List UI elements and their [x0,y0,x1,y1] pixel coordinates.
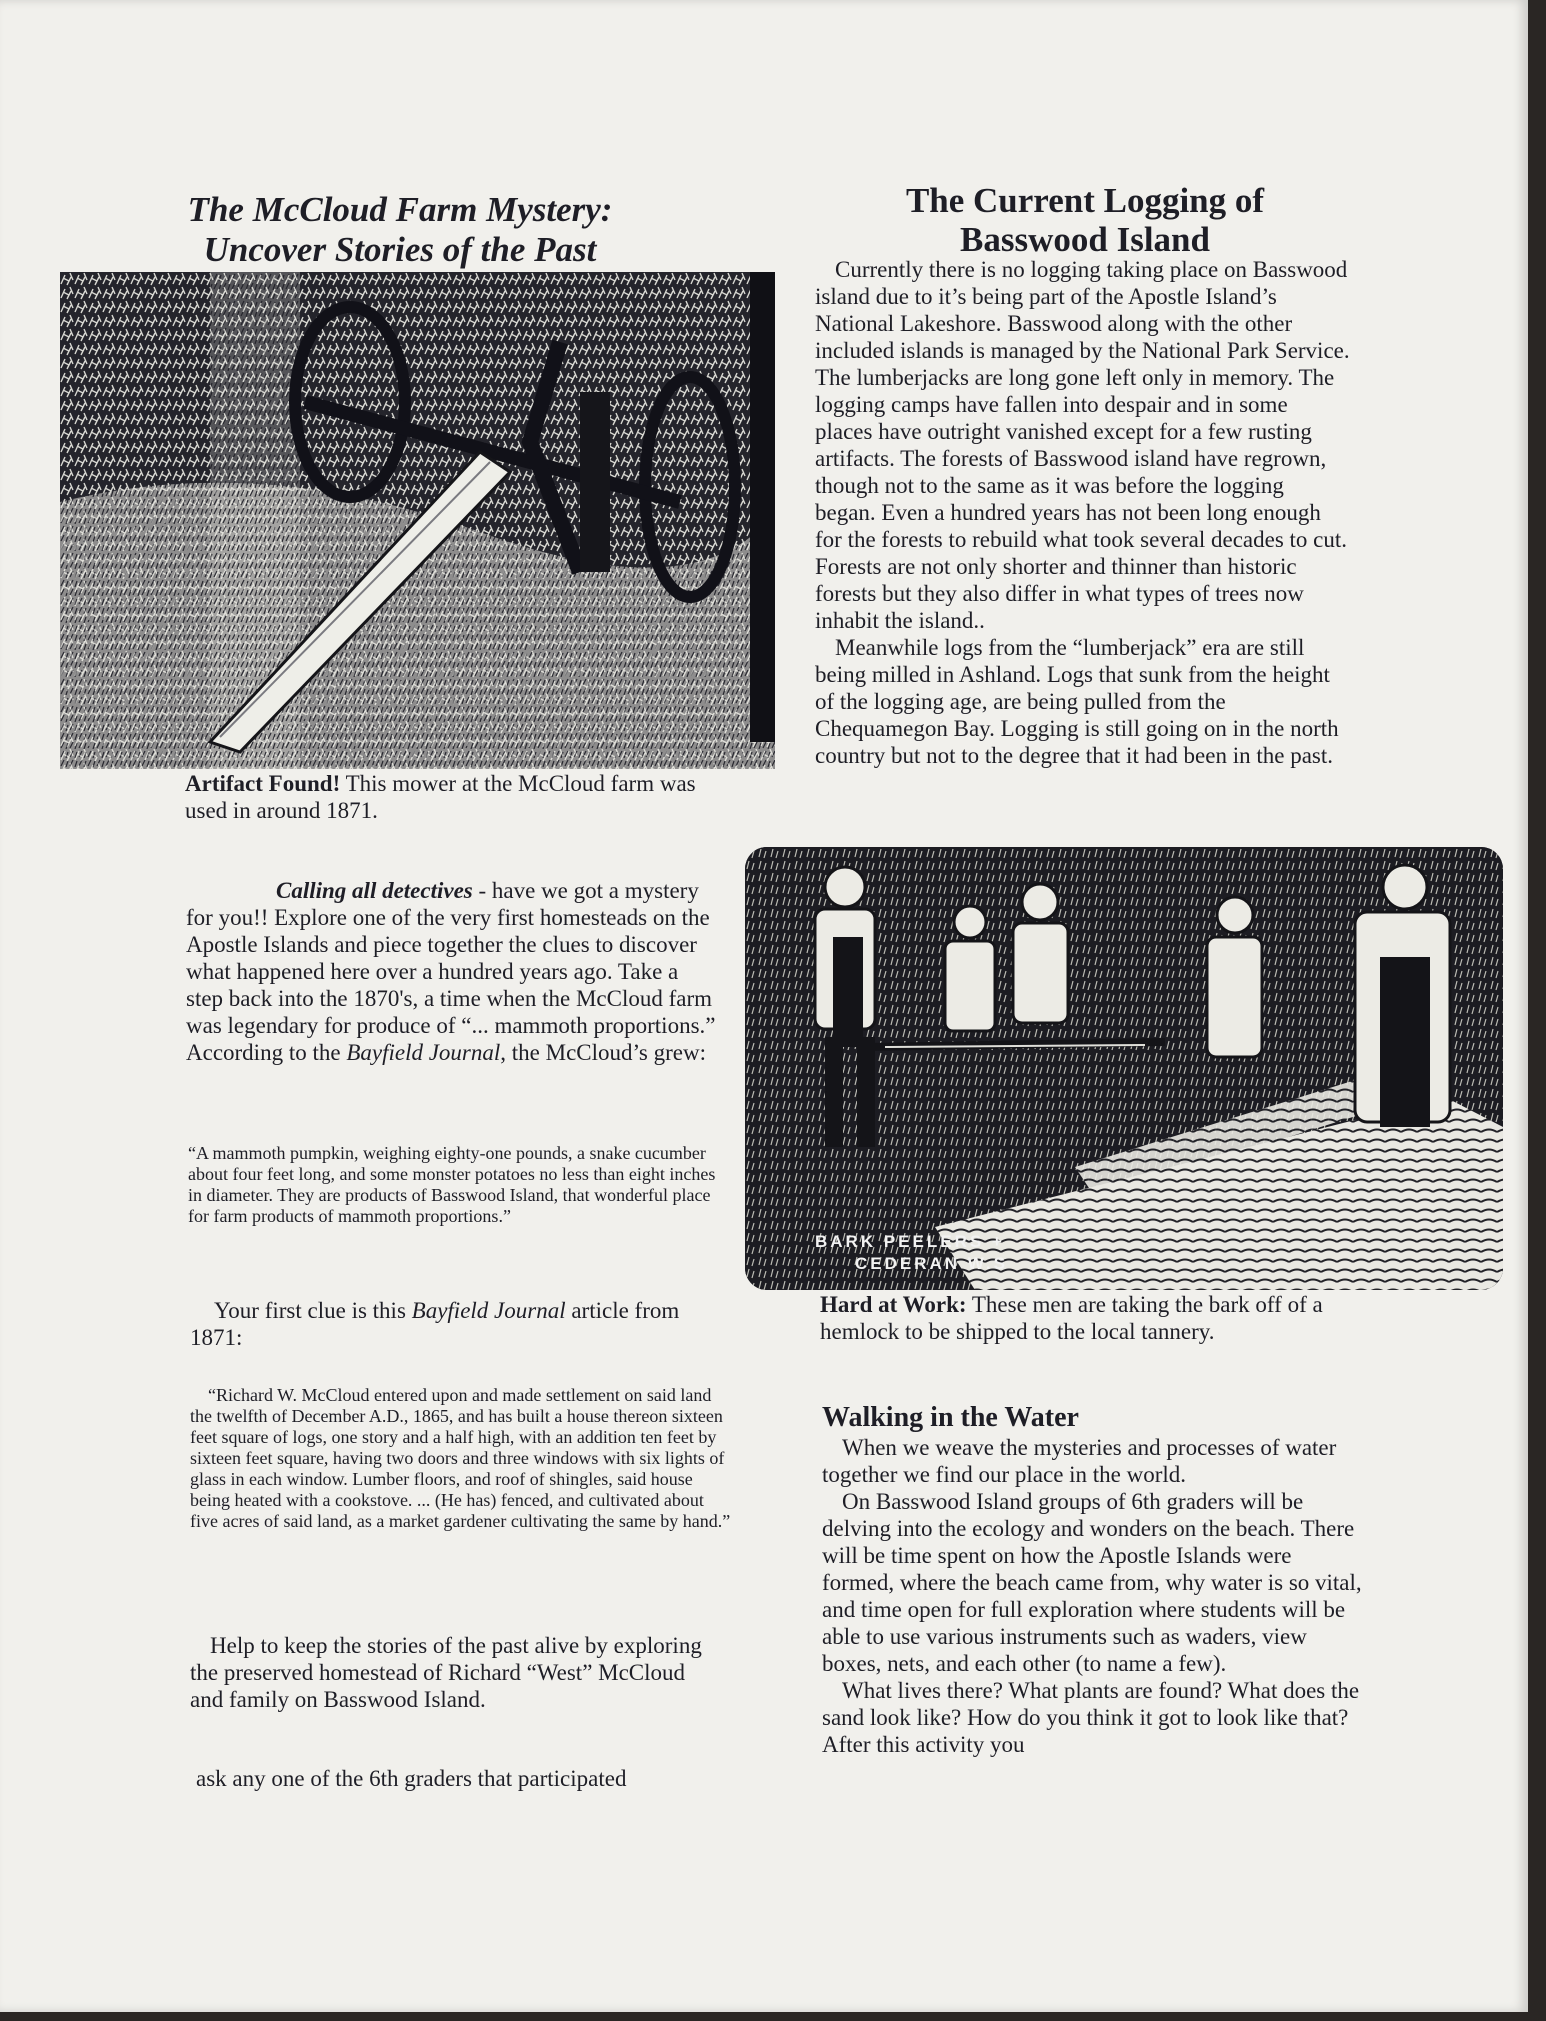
water-heading: Walking in the Water [822,1402,1079,1433]
antique-mower-photo-icon [60,272,775,769]
intro-paragraph [186,877,716,1066]
mower-caption [185,770,705,824]
water-text [822,1434,1367,1758]
loggers-photo-label-line1: BARK PEELERS + [815,1232,1005,1251]
loggers-caption [820,1291,1340,1345]
mower-caption-bold: Artifact Found! [185,771,341,796]
mccloud-title-line1: The McCloud Farm Mystery: [187,190,613,229]
pumpkin-quote: “A mammoth pumpkin, weighing eighty-one pounds, a snake cucumber about four feet long, and some monster potatoes no less than eight inches in diameter. They are products of Basswood Island, that wonderful place for farm products of mammoth proportions.” [188,1143,716,1226]
intro-text-2: , the McCloud’s grew: [500,1040,706,1065]
mower-photo [60,272,775,769]
logging-title [820,181,1350,259]
clue-text-2: article from 1871: [190,1298,680,1350]
loggers-caption-bold: Hard at Work: [820,1292,967,1317]
water-paragraph-1: When we weave the mysteries and processes of water together we find our place in the world. [822,1435,1337,1487]
clue-journal: Bayfield Journal [411,1298,566,1323]
help-paragraph: Help to keep the stories of the past alive by exploring the preserved homestead of Richard “West” McCloud and family on Basswood Island. [190,1633,702,1712]
mccloud-title [150,190,650,270]
intro-journal: Bayfield Journal [346,1040,501,1065]
mccloud-title-line2: Uncover Stories of the Past [203,230,597,269]
logging-text [815,256,1350,769]
ask-paragraph: ask any one of the 6th graders that participated [196,1766,627,1791]
logging-title-line2: Basswood Island [960,220,1210,259]
intro-lead: Calling all detectives [276,878,473,903]
water-paragraph-3: What lives there? What plants are found? What does the sand look like? How do you think it got to look like that? After this activity you [822,1678,1360,1757]
logging-title-line1: The Current Logging of [905,181,1265,220]
clue-paragraph [190,1297,720,1351]
loggers-photo [745,847,1503,1290]
settlement-quote: “Richard W. McCloud entered upon and made settlement on said land the twelfth of December A.D., 1865, and has built a house thereon sixteen feet square of logs, one story and a half high, with an addition ten feet by sixteen feet square, having two doors and three windows with six lights of glass in each window. Lumber floors, and roof of shingles, said house being heated with a cookstove. ... (He has) fenced, and cultivated about five acres of said land, as a market gardener cultivating the same by hand.” [190,1385,731,1531]
intro-text-1: - have we got a mystery for you!! Explore one of the very first homesteads on the Apostle Islands and piece together the clues to discover what happened here over a hundred years ago. Take a step back into the 1870's, a time when the McCloud farm was legendary for produce of “... mammoth proportions.” According to the [186,878,716,1065]
clue-text-1: Your first clue is this [214,1298,412,1323]
mower-caption-text: This mower at the McCloud farm was used in around 1871. [185,771,696,823]
bark-peelers-photo-icon [745,847,1503,1290]
loggers-caption-text: These men are taking the bark off of a hemlock to be shipped to the local tannery. [820,1292,1323,1344]
water-paragraph-2: On Basswood Island groups of 6th graders will be delving into the ecology and wonders on the beach. There will be time spent on how the Apostle Islands were formed, where the beach came from, why water is so vital, and time open for full exploration where students will be able to use various instruments such as waders, view boxes, nets, and each other (to name a few). [822,1489,1362,1676]
loggers-photo-label-line2: CEDERAN W.S [855,1254,1008,1273]
logging-paragraph-2: Meanwhile logs from the “lumberjack” era are still being milled in Ashland. Logs that sunk from the height of the logging age, are being pulled from the Chequamegon Bay. Logging is still going on in the north country but not to the degree that it had been in the past. [815,635,1339,768]
logging-paragraph-1: Currently there is no logging taking place on Basswood island due to it’s being part of the Apostle Island’s National Lakeshore. Basswood along with the other included islands is managed by the National Park Service. The lumberjacks are long gone left only in memory. The logging camps have fallen into despair and in some places have outright vanished except for a few rusting artifacts. The forests of Basswood island have regrown, though not to the same as it was before the logging began. Even a hundred years has not been long enough for the forests to rebuild what took several decades to cut. Forests are not only shorter and thinner than historic forests but they also differ in what types of trees now inhabit the island.. [815,257,1350,633]
